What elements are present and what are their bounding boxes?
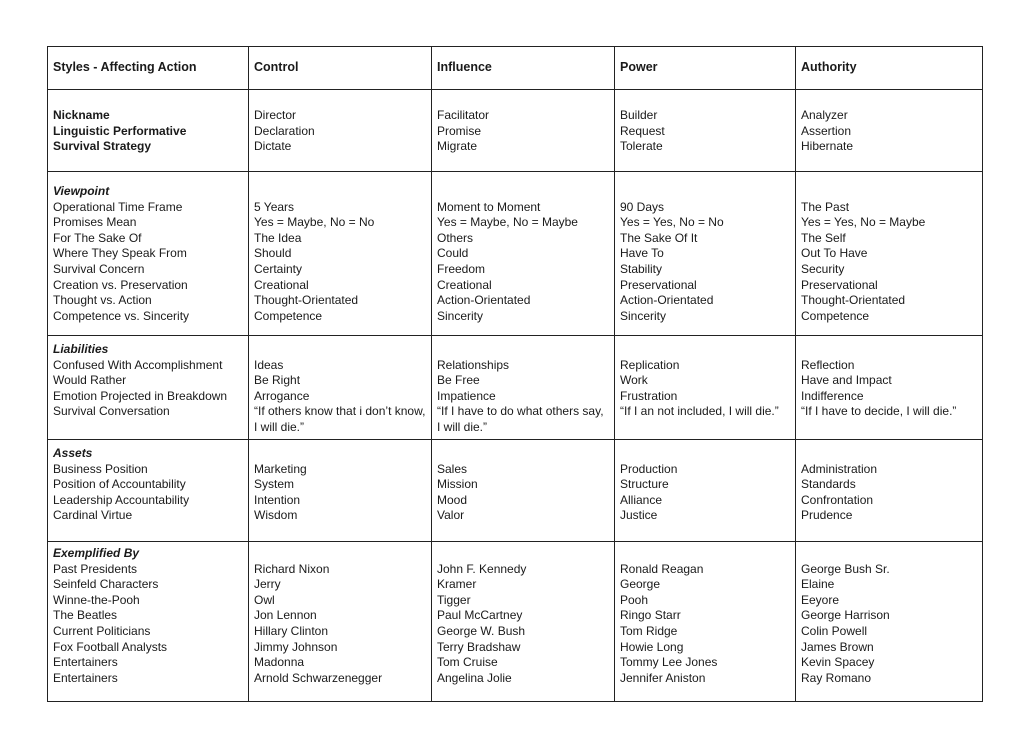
cell-value: Jerry: [254, 577, 281, 592]
cell-authority: [796, 542, 983, 702]
cell-value: Replication: [620, 357, 680, 372]
cell-value: Justice: [620, 508, 658, 523]
cell-value: Arnold Schwarzenegger: [254, 670, 383, 685]
cell-value: Tom Cruise: [437, 655, 498, 670]
cell-value: Preservational: [620, 277, 697, 292]
cell-value: Structure: [620, 477, 669, 492]
cell-value: Ronald Reagan: [620, 561, 704, 576]
cell-value: Intention: [254, 492, 301, 507]
cell-value: Sincerity: [437, 308, 484, 323]
cell-value: John F. Kennedy: [437, 561, 527, 576]
cell-value: Freedom: [437, 261, 486, 276]
cell-value: “If I an not included, I will die.”: [620, 404, 779, 419]
cell-value: Yes = Maybe, No = No: [254, 215, 375, 230]
cell-value: The Sake Of It: [620, 230, 698, 245]
styles-table: [47, 46, 983, 702]
cell-value: Creational: [437, 277, 492, 292]
row-label: Creation vs. Preservation: [53, 277, 188, 292]
cell-value: Creational: [254, 277, 309, 292]
section-heading-assets: Assets: [53, 446, 93, 460]
cell-authority: [796, 336, 983, 440]
cell-control: [249, 172, 432, 336]
cell-value: Alliance: [620, 492, 663, 507]
cell-value: Richard Nixon: [254, 561, 330, 576]
cell-value: Impatience: [437, 388, 496, 403]
header-styles: Styles - Affecting Action: [48, 47, 249, 90]
cell-value: Kramer: [437, 577, 477, 592]
cell-value: Tommy Lee Jones: [620, 655, 718, 670]
cell-value: “If others know that i don’t know, I will die.”: [254, 404, 426, 434]
cell-value: Dictate: [254, 139, 292, 154]
cell-value: Terry Bradshaw: [437, 639, 521, 654]
cell-value: Have To: [620, 246, 664, 261]
cell-power: [615, 336, 796, 440]
cell-value: Builder: [620, 108, 658, 122]
cell-value: Mood: [437, 492, 468, 507]
cell-power: [615, 542, 796, 702]
row-label: Entertainers: [53, 670, 118, 685]
cell-value: Angelina Jolie: [437, 670, 512, 685]
cell-value: Relationships: [437, 357, 510, 372]
table-row: [48, 542, 983, 702]
cell-influence: [432, 336, 615, 440]
cell-control: [249, 542, 432, 702]
row-label: Operational Time Frame: [53, 199, 183, 214]
cell-value: “If I have to decide, I will die.”: [801, 404, 957, 419]
cell-value: Elaine: [801, 577, 835, 592]
cell-value: George W. Bush: [437, 623, 526, 638]
cell-value: Sincerity: [620, 308, 667, 323]
cell-value: Paul McCartney: [437, 608, 523, 623]
cell-value: Competence: [254, 308, 323, 323]
cell-value: Yes = Yes, No = No: [620, 215, 724, 230]
section-heading-viewpoint: Viewpoint: [53, 184, 110, 198]
cell-value: Director: [254, 108, 297, 122]
section-heading-exemplified-by: Exemplified By: [53, 546, 140, 560]
row-label: Leadership Accountability: [53, 492, 190, 507]
row-label: Emotion Projected in Breakdown: [53, 388, 228, 403]
cell-value: 90 Days: [620, 199, 665, 214]
table-row: [48, 440, 983, 542]
cell-influence: [432, 90, 615, 172]
cell-value: Ringo Starr: [620, 608, 681, 623]
cell-value: Tom Ridge: [620, 623, 678, 638]
row-label: Current Politicians: [53, 623, 151, 638]
row-label: The Beatles: [53, 608, 118, 623]
cell-value: Production: [620, 461, 678, 476]
cell-value: Security: [801, 261, 845, 276]
cell-value: Declaration: [254, 123, 315, 138]
cell-value: Hillary Clinton: [254, 623, 329, 638]
cell-value: Be Free: [437, 373, 480, 388]
cell-value: Eeyore: [801, 592, 840, 607]
cell-power: [615, 90, 796, 172]
label-nickname: Nickname: [53, 108, 110, 122]
cell-value: Colin Powell: [801, 623, 868, 638]
cell-value: Arrogance: [254, 388, 310, 403]
cell-authority: [796, 440, 983, 542]
row-label: Past Presidents: [53, 561, 138, 576]
row-label: Fox Football Analysts: [53, 639, 168, 654]
cell-value: Certainty: [254, 261, 303, 276]
row-label: Where They Speak From: [53, 246, 187, 261]
cell-value: Sales: [437, 461, 468, 476]
row-labels: [48, 440, 249, 542]
cell-value: Have and Impact: [801, 373, 892, 388]
row-labels: [48, 542, 249, 702]
cell-value: “If I have to do what others say, I will die.”: [437, 404, 604, 434]
cell-value: Should: [254, 246, 292, 261]
cell-value: Thought-Orientated: [254, 293, 359, 308]
cell-authority: [796, 172, 983, 336]
cell-influence: [432, 542, 615, 702]
cell-control: [249, 440, 432, 542]
cell-value: Others: [437, 230, 474, 245]
cell-value: Work: [620, 373, 648, 388]
row-labels: [48, 172, 249, 336]
cell-value: Prudence: [801, 508, 853, 523]
cell-value: Owl: [254, 592, 275, 607]
section-heading-liabilities: Liabilities: [53, 342, 109, 356]
cell-value: Ray Romano: [801, 670, 872, 685]
cell-power: [615, 440, 796, 542]
cell-value: Wisdom: [254, 508, 298, 523]
cell-value: Competence: [801, 308, 870, 323]
row-label: Survival Concern: [53, 261, 145, 276]
cell-value: George: [620, 577, 661, 592]
row-label: Confused With Accomplishment: [53, 357, 223, 372]
cell-value: Kevin Spacey: [801, 655, 875, 670]
cell-value: George Bush Sr.: [801, 561, 890, 576]
row-label: Cardinal Virtue: [53, 508, 133, 523]
cell-value: Tolerate: [620, 139, 663, 154]
row-labels: [48, 336, 249, 440]
row-label: Would Rather: [53, 373, 127, 388]
cell-authority: [796, 90, 983, 172]
cell-value: Jennifer Aniston: [620, 670, 706, 685]
cell-control: [249, 90, 432, 172]
cell-value: Action-Orientated: [437, 293, 531, 308]
cell-value: Yes = Maybe, No = Maybe: [437, 215, 578, 230]
header-control: Control: [249, 47, 432, 90]
header-influence: Influence: [432, 47, 615, 90]
label-linguistic-performative: Linguistic Performative: [53, 123, 187, 138]
cell-value: Howie Long: [620, 639, 684, 654]
row-label: Entertainers: [53, 655, 118, 670]
cell-value: Reflection: [801, 357, 855, 372]
cell-value: Facilitator: [437, 108, 490, 122]
cell-value: Be Right: [254, 373, 301, 388]
table-row: [48, 336, 983, 440]
row-labels: [48, 90, 249, 172]
cell-value: Frustration: [620, 388, 678, 403]
cell-value: Ideas: [254, 357, 284, 372]
cell-value: Pooh: [620, 592, 649, 607]
cell-control: [249, 336, 432, 440]
cell-value: Request: [620, 123, 665, 138]
cell-value: Jon Lennon: [254, 608, 317, 623]
row-label: Promises Mean: [53, 215, 137, 230]
cell-value: The Past: [801, 199, 850, 214]
cell-value: Action-Orientated: [620, 293, 714, 308]
cell-value: George Harrison: [801, 608, 890, 623]
cell-value: Yes = Yes, No = Maybe: [801, 215, 926, 230]
cell-value: Preservational: [801, 277, 878, 292]
cell-value: Migrate: [437, 139, 478, 154]
header-power: Power: [615, 47, 796, 90]
cell-power: [615, 172, 796, 336]
cell-value: Tigger: [437, 592, 471, 607]
cell-value: Stability: [620, 261, 663, 276]
cell-value: Confrontation: [801, 492, 874, 507]
cell-value: James Brown: [801, 639, 874, 654]
cell-value: Mission: [437, 477, 478, 492]
table-row: [48, 172, 983, 336]
cell-influence: [432, 440, 615, 542]
row-label: For The Sake Of: [53, 230, 142, 245]
cell-value: Madonna: [254, 655, 305, 670]
cell-value: Thought-Orientated: [801, 293, 906, 308]
cell-influence: [432, 172, 615, 336]
cell-value: Hibernate: [801, 139, 854, 154]
row-label: Thought vs. Action: [53, 293, 152, 308]
cell-value: Indifference: [801, 388, 864, 403]
table-row: [48, 90, 983, 172]
cell-value: System: [254, 477, 295, 492]
cell-value: Out To Have: [801, 246, 868, 261]
row-label: Seinfeld Characters: [53, 577, 159, 592]
header-row: [48, 47, 983, 90]
cell-value: Marketing: [254, 461, 307, 476]
cell-value: Assertion: [801, 123, 852, 138]
row-label: Business Position: [53, 461, 148, 476]
cell-value: 5 Years: [254, 199, 295, 214]
label-survival-strategy: Survival Strategy: [53, 139, 152, 154]
cell-value: The Self: [801, 230, 846, 245]
row-label: Survival Conversation: [53, 404, 170, 419]
cell-value: Administration: [801, 461, 878, 476]
cell-value: Promise: [437, 123, 482, 138]
cell-value: Standards: [801, 477, 856, 492]
row-label: Position of Accountability: [53, 477, 186, 492]
cell-value: Analyzer: [801, 108, 848, 122]
row-label: Competence vs. Sincerity: [53, 308, 190, 323]
row-label: Winne-the-Pooh: [53, 592, 140, 607]
cell-value: Jimmy Johnson: [254, 639, 338, 654]
header-authority: Authority: [796, 47, 983, 90]
cell-value: Valor: [437, 508, 465, 523]
cell-value: Moment to Moment: [437, 199, 541, 214]
cell-value: The Idea: [254, 230, 302, 245]
cell-value: Could: [437, 246, 469, 261]
